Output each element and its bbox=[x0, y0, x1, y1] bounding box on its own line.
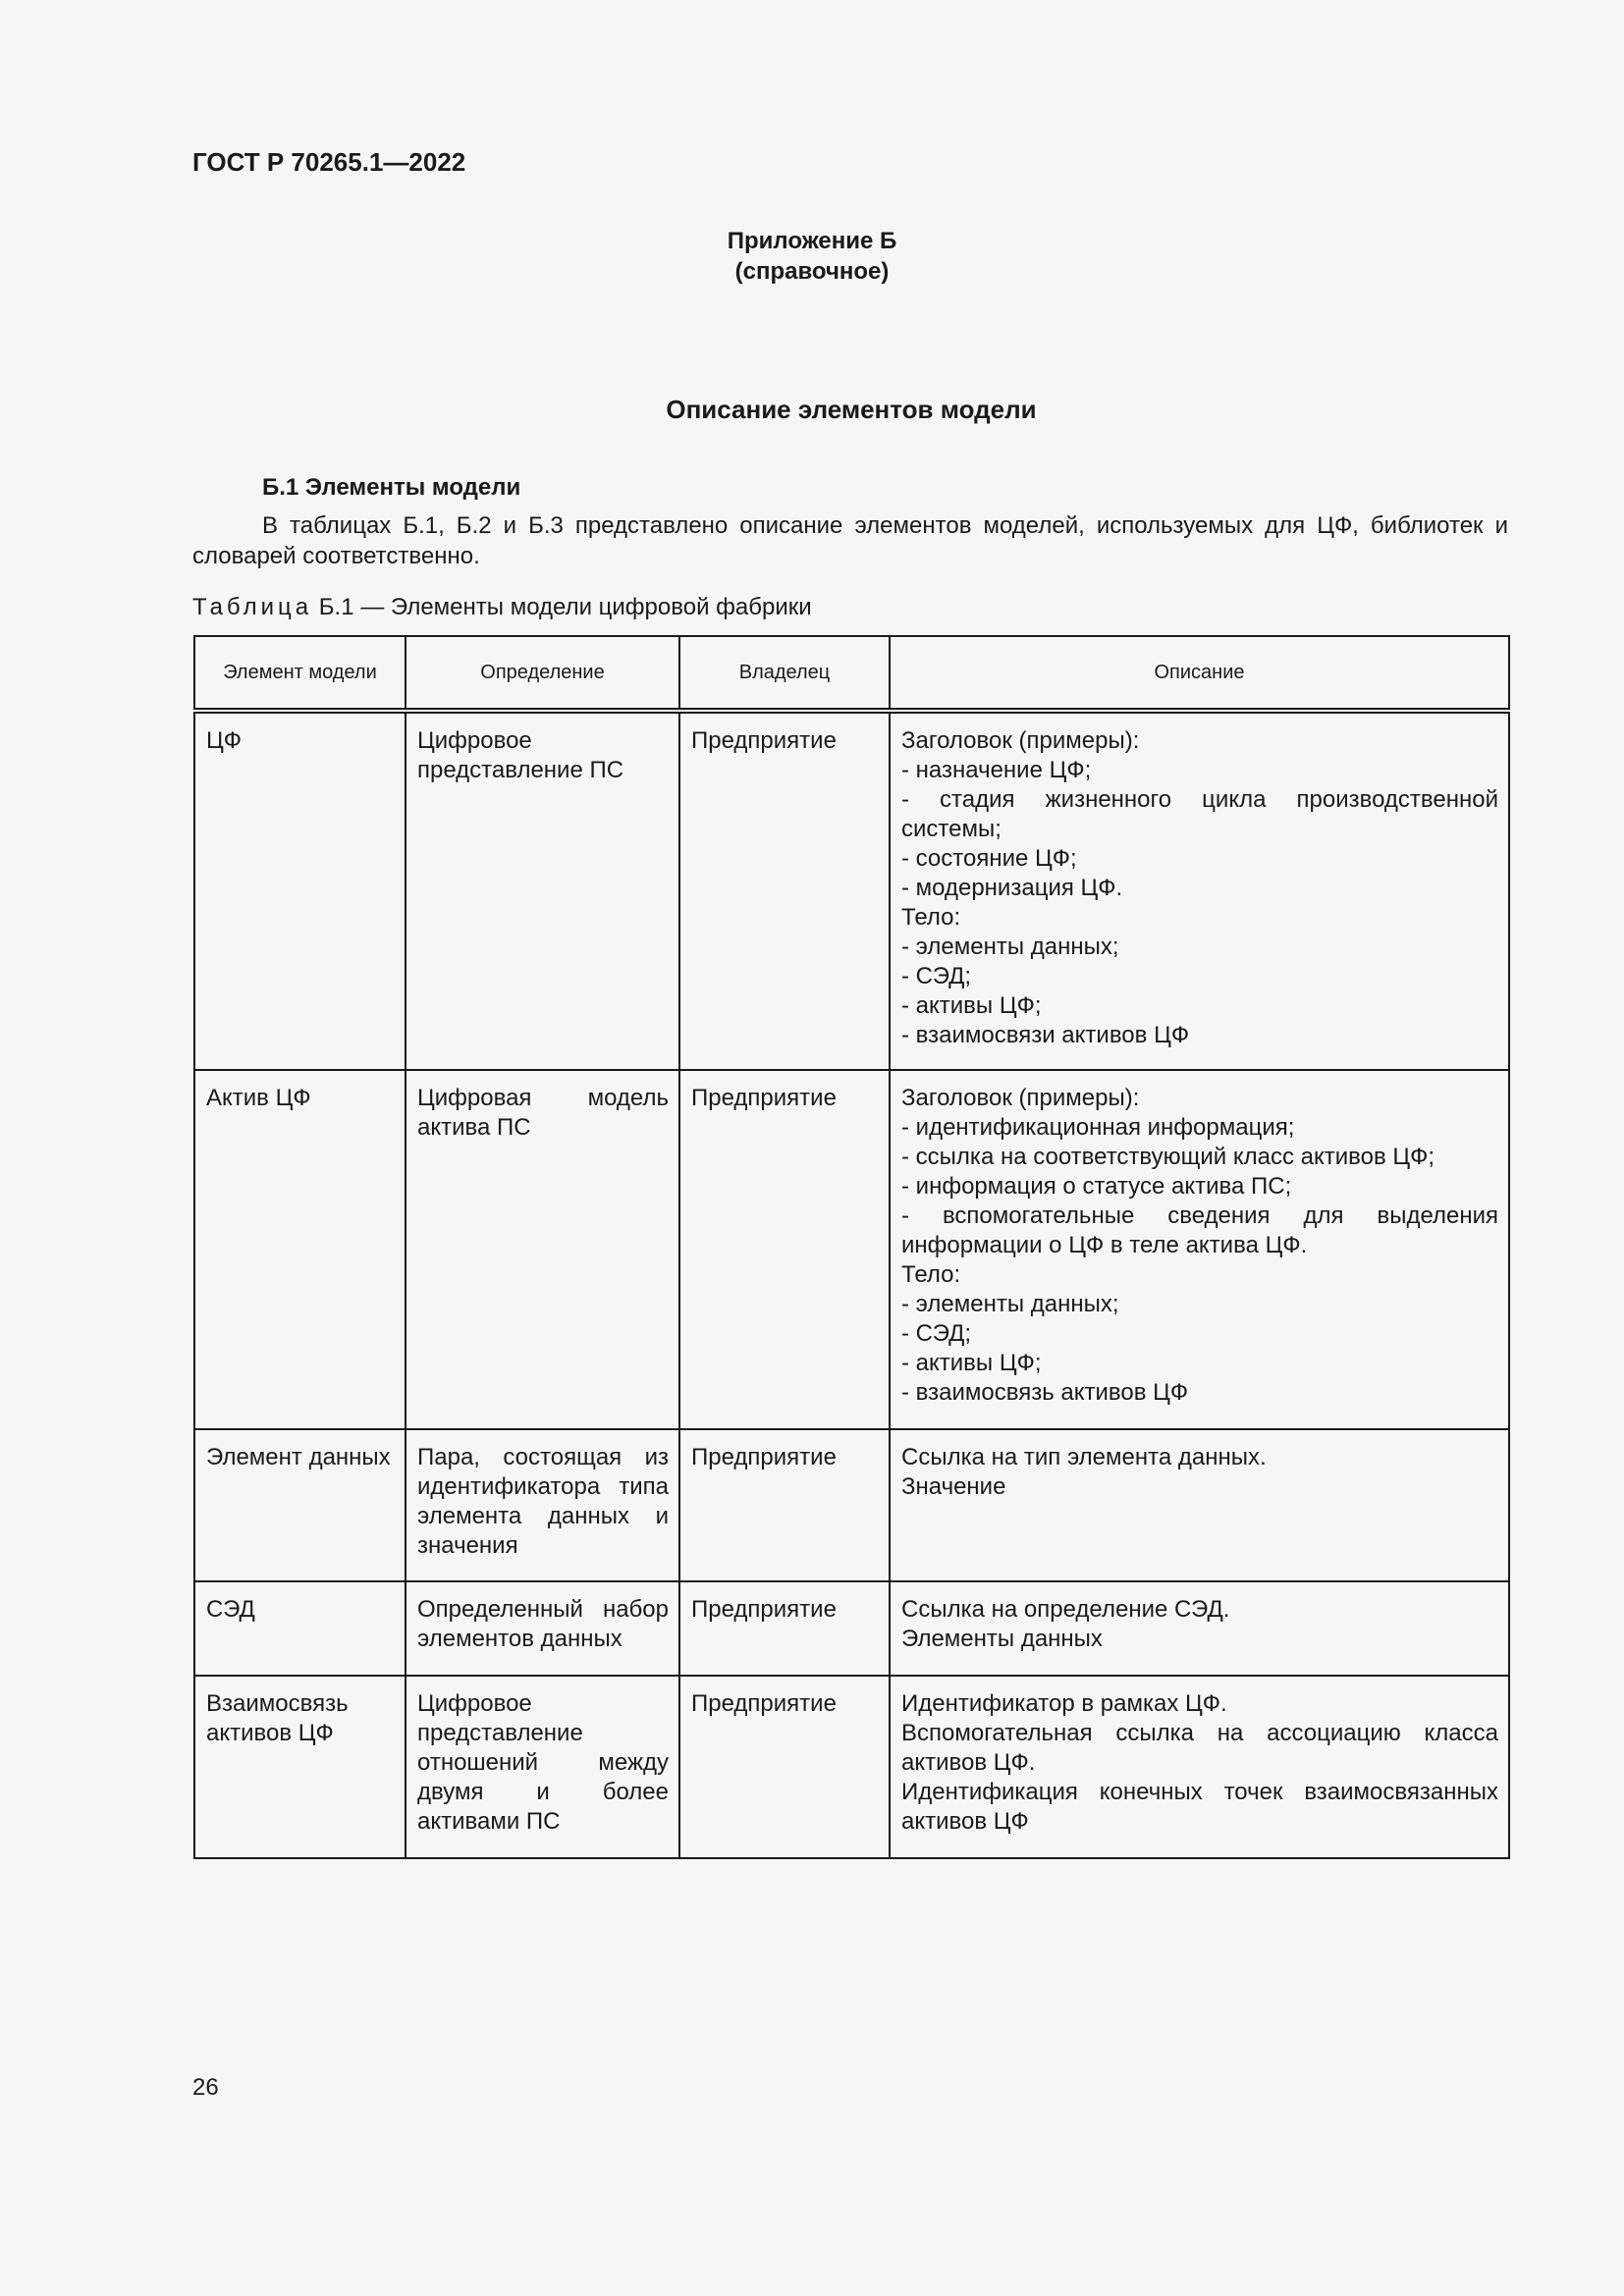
model-elements-table bbox=[193, 635, 1510, 1859]
header-owner: Владелец bbox=[679, 636, 890, 711]
table-row bbox=[194, 1429, 1509, 1581]
description-line: - вспомогательные сведения для выделения информации о ЦФ в теле актива ЦФ. bbox=[901, 1202, 1498, 1258]
cell-owner: Предприятие bbox=[679, 1581, 890, 1676]
header-definition: Определение bbox=[406, 636, 679, 711]
description-line: - активы ЦФ; bbox=[901, 992, 1042, 1019]
appendix-subtitle: (справочное) bbox=[734, 258, 890, 285]
cell-element: Элемент данных bbox=[194, 1429, 406, 1581]
description-line: - модернизация ЦФ. bbox=[901, 875, 1123, 901]
appendix-heading bbox=[0, 226, 1624, 287]
cell-owner: Предприятие bbox=[679, 1070, 890, 1429]
table-row bbox=[194, 1070, 1509, 1429]
cell-owner: Предприятие bbox=[679, 1429, 890, 1581]
cell-definition: Цифровое представление отношений между двумя и более активами ПС bbox=[406, 1676, 679, 1858]
description-line: - назначение ЦФ; bbox=[901, 757, 1092, 783]
table-caption-word: Таблица bbox=[192, 594, 313, 620]
table-caption bbox=[192, 594, 812, 621]
description-line: Вспомогательная ссылка на ассоциацию класса активов ЦФ. bbox=[901, 1720, 1498, 1776]
cell-element: Актив ЦФ bbox=[194, 1070, 406, 1429]
description-line: - активы ЦФ; bbox=[901, 1350, 1042, 1376]
cell-definition: Определенный набор элементов данных bbox=[406, 1581, 679, 1676]
description-line: Тело: bbox=[901, 904, 961, 931]
description-line: Ссылка на тип элемента данных. bbox=[901, 1444, 1267, 1470]
table-header-row bbox=[194, 636, 1509, 711]
cell-owner: Предприятие bbox=[679, 1676, 890, 1858]
description-line: - СЭД; bbox=[901, 963, 972, 989]
description-line: - ссылка на соответствующий класс активов ЦФ; bbox=[901, 1144, 1435, 1170]
description-line: Заголовок (примеры): bbox=[901, 1085, 1140, 1111]
table-row bbox=[194, 711, 1509, 1070]
description-line: - взаимосвязи активов ЦФ bbox=[901, 1022, 1190, 1048]
table-row bbox=[194, 1676, 1509, 1858]
cell-definition: Пара, состоящая из идентификатора типа элемента данных и значения bbox=[406, 1429, 679, 1581]
description-line: Ссылка на определение СЭД. bbox=[901, 1596, 1230, 1623]
description-line: - стадия жизненного цикла производственной системы; bbox=[901, 786, 1498, 842]
description-line: - информация о статусе актива ПС; bbox=[901, 1173, 1292, 1200]
table-caption-text: Б.1 — Элементы модели цифровой фабрики bbox=[312, 594, 812, 620]
document-code: ГОСТ Р 70265.1—2022 bbox=[192, 147, 466, 177]
cell-description bbox=[890, 1070, 1509, 1429]
description-line: Идентификатор в рамках ЦФ. bbox=[901, 1690, 1227, 1717]
description-line: Тело: bbox=[901, 1261, 961, 1288]
appendix-title: Приложение Б bbox=[727, 228, 897, 254]
cell-owner: Предприятие bbox=[679, 711, 890, 1070]
description-line: Заголовок (примеры): bbox=[901, 727, 1140, 754]
description-line: - взаимосвязь активов ЦФ bbox=[901, 1379, 1189, 1406]
section-title: Описание элементов модели bbox=[666, 395, 1037, 424]
description-line: Идентификация конечных точек взаимосвязанных активов ЦФ bbox=[901, 1779, 1498, 1835]
description-line: Элементы данных bbox=[901, 1626, 1103, 1652]
description-line: Значение bbox=[901, 1473, 1006, 1500]
header-element: Элемент модели bbox=[194, 636, 406, 711]
cell-element: ЦФ bbox=[194, 711, 406, 1070]
cell-description bbox=[890, 1676, 1509, 1858]
cell-element: Взаимосвязь активов ЦФ bbox=[194, 1676, 406, 1858]
clause-intro-paragraph: В таблицах Б.1, Б.2 и Б.3 представлено описание элементов моделей, используемых для ЦФ, библиотек и словарей соответственно. bbox=[192, 512, 1508, 569]
cell-element: СЭД bbox=[194, 1581, 406, 1676]
cell-description bbox=[890, 1429, 1509, 1581]
cell-description bbox=[890, 1581, 1509, 1676]
cell-definition: Цифровая модель актива ПС bbox=[406, 1070, 679, 1429]
description-line: - СЭД; bbox=[901, 1320, 972, 1347]
table-row bbox=[194, 1581, 1509, 1676]
cell-definition: Цифровое представление ПС bbox=[406, 711, 679, 1070]
header-description: Описание bbox=[890, 636, 1509, 711]
description-line: - идентификационная информация; bbox=[901, 1114, 1295, 1141]
clause-title: Б.1 Элементы модели bbox=[262, 474, 521, 501]
description-line: - состояние ЦФ; bbox=[901, 845, 1077, 872]
description-line: - элементы данных; bbox=[901, 934, 1119, 960]
page-number: 26 bbox=[192, 2074, 219, 2101]
cell-description bbox=[890, 711, 1509, 1070]
description-line: - элементы данных; bbox=[901, 1291, 1119, 1317]
